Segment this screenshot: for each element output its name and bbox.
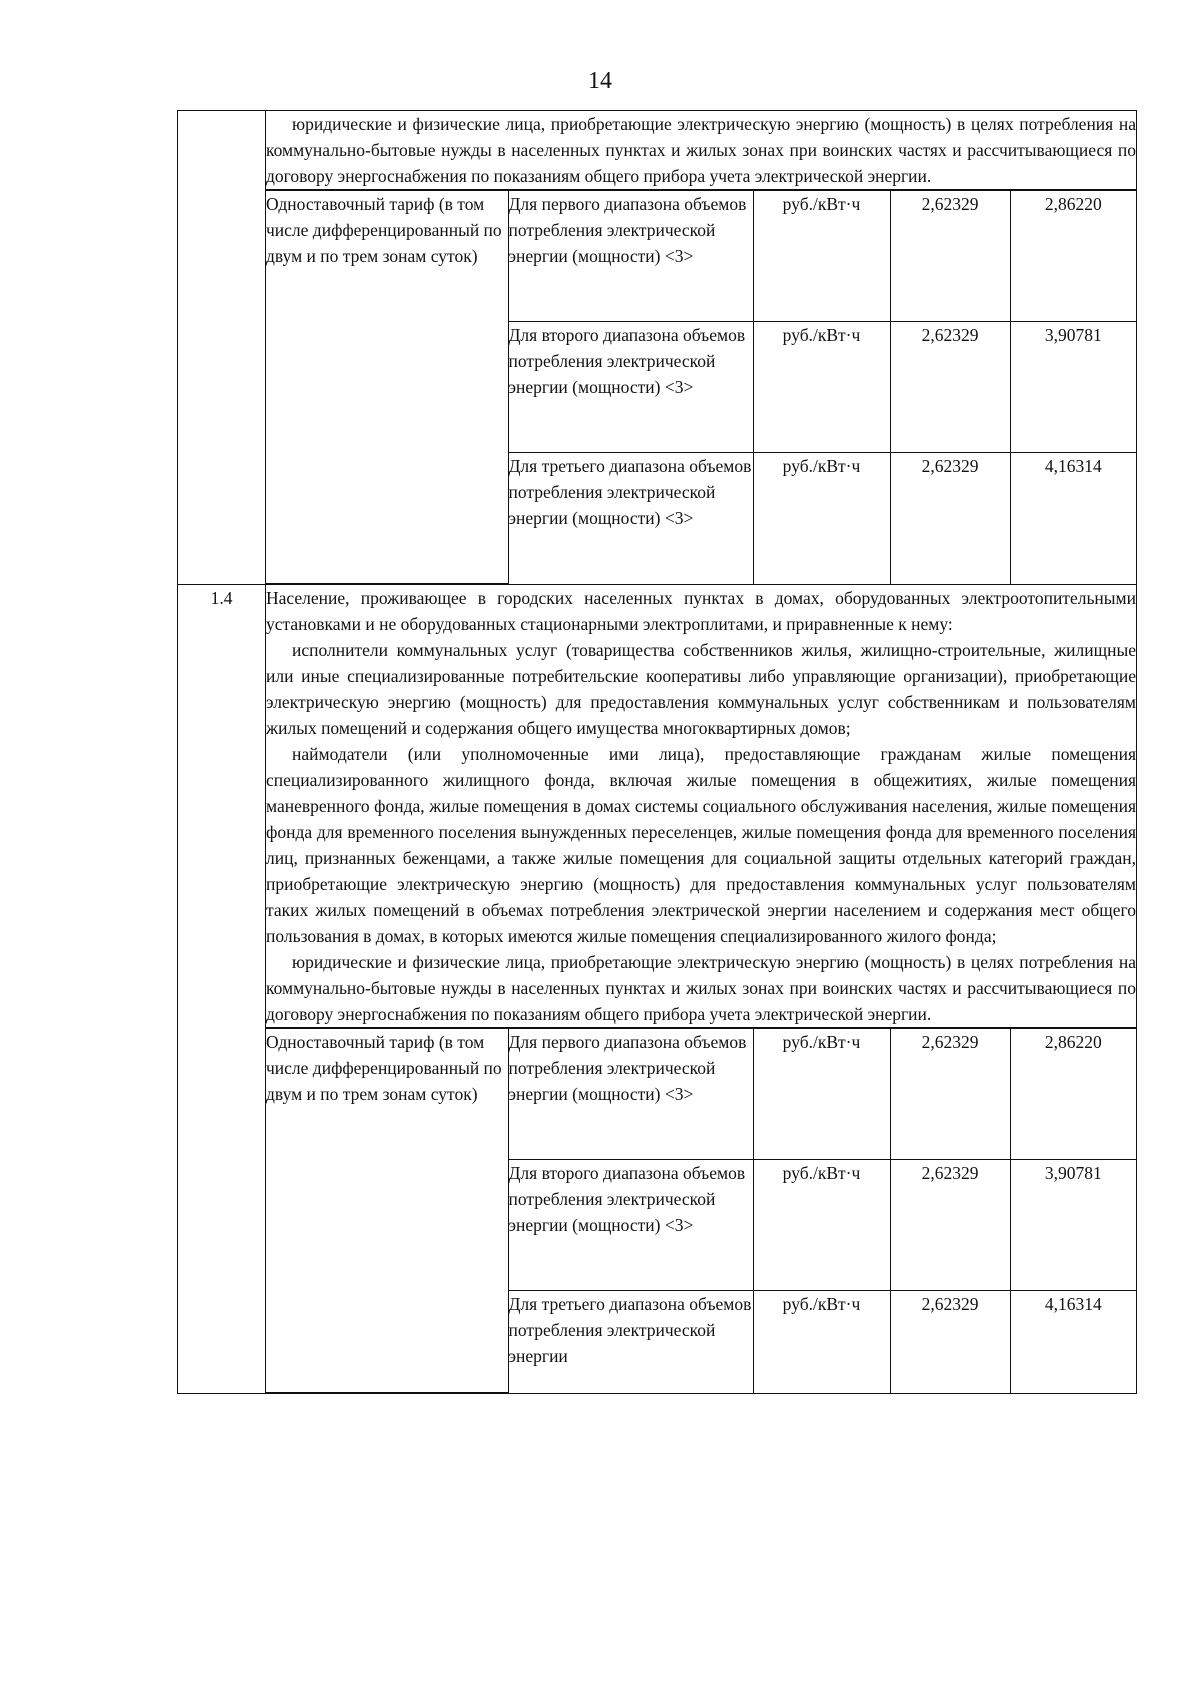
tariff-document-table [177,110,1137,1394]
continuation-tariff-container [266,190,1137,585]
continuation-number-cell [178,111,266,585]
tariff-value-1: 2,62329 [890,1029,1010,1160]
range-label: Для второго диапазона объемов потребления электрической энергии (мощности) <3> [508,1160,753,1291]
range-label: Для первого диапазона объемов потребления электрической энергии (мощности) <3> [508,191,753,322]
tariff-value-2: 4,16314 [1010,453,1136,584]
section-number: 1.4 [178,585,266,1394]
section-paragraph: исполнители коммунальных услуг (товарищества собственников жилья, жилищно-строительные, жилищные или иные специализированные потребительские кооперативы либо управляющие организации), приобретающие электрическую энергию (мощность) для предоставления коммунальных услуг собственникам и пользователям жилых помещений и содержания общего имущества многоквартирных домов; [266,640,1136,738]
unit-label: руб./кВт·ч [753,453,890,584]
continuation-paragraph: юридические и физические лица, приобретающие электрическую энергию (мощность) в целях потребления на коммунально-бытовые нужды в населенных пунктах и жилых зонах при воинских частях и рассчитывающиеся по договору энергоснабжения по показаниям общего прибора учета электрической энергии. [266,114,1136,186]
page-number: 14 [588,68,612,94]
unit-label: руб./кВт·ч [753,322,890,453]
tariff-value-2: 2,86220 [1010,191,1136,322]
tariff-value-1: 2,62329 [890,453,1010,584]
tariff-value-1: 2,62329 [890,322,1010,453]
section-1-4-row [178,585,1137,1028]
tariff-value-2: 2,86220 [1010,1029,1136,1160]
section-1-4-text-cell [266,585,1137,1028]
tariff-value-2: 3,90781 [1010,322,1136,453]
unit-label: руб./кВт·ч [753,1160,890,1291]
continuation-text-cell [266,111,1137,190]
range-label: Для первого диапазона объемов потребления электрической энергии (мощности) <3> [508,1029,753,1160]
tariff-row [266,191,1136,322]
tariff-value-1: 2,62329 [890,191,1010,322]
tariff-label: Одноставочный тариф (в том числе дифференцированный по двум и по трем зонам суток) [266,191,508,584]
unit-label: руб./кВт·ч [753,1291,890,1393]
section-paragraph: наймодатели (или уполномоченные ими лица), предоставляющие гражданам жилые помещения специализированного жилищного фонда, включая жилые помещения в общежитиях, жилые помещения маневренного фонда, жилые помещения в домах системы социального обслуживания населения, жилые помещения фонда для временного поселения вынужденных переселенцев, жилые помещения фонда для временного поселения лиц, признанных беженцами, а также жилые помещения для социальной защиты отдельных категорий граждан, приобретающие электрическую энергию (мощность) для предоставления коммунальных услуг пользователям таких жилых помещений в объемах потребления электрической энергии населением и содержания мест общего пользования в домах, в которых имеются жилые помещения специализированного жилого фонда; [266,744,1136,946]
unit-label: руб./кВт·ч [753,191,890,322]
unit-label: руб./кВт·ч [753,1029,890,1160]
section-1-4-tariff-table [266,1028,1136,1393]
tariff-value-2: 3,90781 [1010,1160,1136,1291]
range-label: Для третьего диапазона объемов потребления электрической энергии (мощности) <3> [508,453,753,584]
continuation-tariff-row [178,190,1137,585]
section-paragraph: юридические и физические лица, приобретающие электрическую энергию (мощность) в целях потребления на коммунально-бытовые нужды в населенных пунктах и жилых зонах при воинских частях и рассчитывающиеся по договору энергоснабжения по показаниям общего прибора учета электрической энергии. [266,952,1136,1024]
tariff-value-1: 2,62329 [890,1160,1010,1291]
section-1-4-tariff-container [266,1028,1137,1394]
tariff-label: Одноставочный тариф (в том числе дифференцированный по двум и по трем зонам суток) [266,1029,508,1393]
range-label: Для второго диапазона объемов потребления электрической энергии (мощности) <3> [508,322,753,453]
tariff-row [266,1029,1136,1160]
continuation-row [178,111,1137,190]
range-label: Для третьего диапазона объемов потребления электрической энергии [508,1291,753,1393]
section-intro: Население, проживающее в городских населенных пунктах в домах, оборудованных электроотопительными установками и не оборудованных стационарными электроплитами, и приравненные к нему: [266,588,1136,634]
continuation-tariff-table [266,190,1136,584]
tariff-value-2: 4,16314 [1010,1291,1136,1393]
section-1-4-tariff-row [178,1028,1137,1394]
tariff-value-1: 2,62329 [890,1291,1010,1393]
